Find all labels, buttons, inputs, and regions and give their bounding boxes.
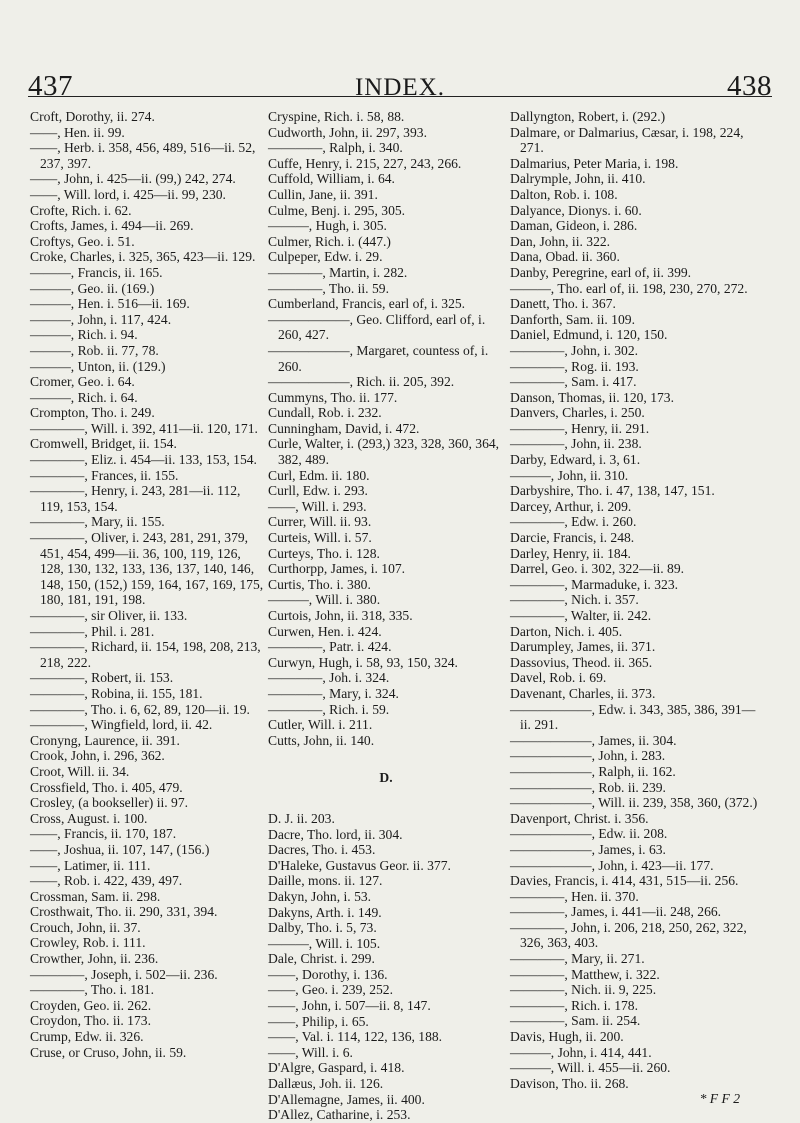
index-entry: Crompton, Tho. i. 249.: [30, 405, 155, 421]
index-entry: Croft, Dorothy, ii. 274.: [30, 109, 155, 124]
index-entry: Cryspine, Rich. i. 58, 88.: [268, 109, 405, 124]
index-entry: ————, Hen. ii. 370.: [510, 888, 639, 904]
index-entry: D'Allez, Catharine, i. 253.: [268, 1107, 411, 1123]
index-entry: D. J. ii. 203.: [268, 810, 335, 826]
index-entry: Danforth, Sam. ii. 109.: [510, 311, 635, 327]
index-entry: ——————, James, ii. 304.: [510, 732, 677, 748]
index-entry: Cullin, Jane, ii. 391.: [268, 186, 378, 202]
index-entry: ————, Sam. i. 417.: [510, 374, 637, 390]
index-entry: ——, Rob. i. 422, 439, 497.: [30, 873, 183, 889]
index-column-2: [268, 109, 504, 1123]
index-entry: ————, Tho. i. 181.: [30, 982, 154, 998]
index-entry: Cutts, John, ii. 140.: [268, 732, 375, 748]
index-entry: ——, John, i. 507—ii. 8, 147.: [268, 998, 431, 1014]
index-entry: ————, Richard, ii. 154, 198, 208, 213, 218, 222.: [30, 639, 261, 670]
index-entry: Cummyns, Tho. ii. 177.: [268, 389, 398, 405]
index-entry: Croke, Charles, i. 325, 365, 423—ii. 129.: [30, 249, 256, 265]
index-entry: Danvers, Charles, i. 250.: [510, 405, 645, 421]
index-entry: Croot, Will. ii. 34.: [30, 763, 130, 779]
index-entry: Dakyn, John, i. 53.: [268, 888, 372, 904]
index-entry: ————, Matthew, i. 322.: [510, 966, 660, 982]
index-entry: Davenport, Christ. i. 356.: [510, 810, 649, 826]
index-entry: Dalyance, Dionys. i. 60.: [510, 202, 642, 218]
index-entry: ———, Hen. i. 516—ii. 169.: [30, 296, 190, 312]
index-entry: Crump, Edw. ii. 326.: [30, 1029, 144, 1045]
index-entry: Curll, Edw. i. 293.: [268, 483, 368, 499]
index-entry: ———, Hugh, i. 305.: [268, 218, 387, 234]
index-entry: ————, Walter, ii. 242.: [510, 608, 652, 623]
index-entry: Davis, Hugh, ii. 200.: [510, 1029, 624, 1045]
index-entry: ——————, Rich. ii. 205, 392.: [268, 374, 455, 390]
index-entry: Culmer, Rich. i. (447.): [268, 233, 391, 249]
index-entry: ————, Mary, i. 324.: [268, 685, 399, 701]
index-entry: Dalmarius, Peter Maria, i. 198.: [510, 155, 679, 171]
index-entry: Dan, John, ii. 322.: [510, 233, 611, 249]
index-entry: Daman, Gideon, i. 286.: [510, 218, 638, 234]
index-entry: ———, Will. i. 105.: [268, 935, 381, 951]
index-entry: Cross, August. i. 100.: [30, 810, 148, 826]
index-entry: Cromwell, Bridget, ii. 154.: [30, 436, 177, 452]
index-entry: ———, Will. i. 455—ii. 260.: [510, 1060, 671, 1076]
index-entry: Dallæus, Joh. ii. 126.: [268, 1076, 384, 1092]
index-entry: ——, Philip, i. 65.: [268, 1013, 369, 1029]
index-entry: Cumberland, Francis, earl of, i. 325.: [268, 296, 466, 312]
index-entry: Culpeper, Edw. i. 29.: [268, 249, 383, 265]
index-entry: ——, Joshua, ii. 107, 147, (156.): [30, 841, 210, 857]
index-entry: Cutler, Will. i. 211.: [268, 717, 373, 733]
index-entry: ————, Oliver, i. 243, 281, 291, 379, 451, 454, 499—ii. 36, 100, 119, 126, 128, 130, 132, 133, 136, 137, 140, 146, 148, 150, (152,) 159, 164, 167, 169, 175, 180, 181, 191, 198.: [30, 530, 264, 608]
index-entry: Cromer, Geo. i. 64.: [30, 374, 135, 390]
index-entry: Darbyshire, Tho. i. 47, 138, 147, 151.: [510, 483, 715, 499]
index-entry: ——————, Will. ii. 239, 358, 360, (372.): [510, 795, 758, 811]
index-entry: ————, Tho. i. 6, 62, 89, 120—ii. 19.: [30, 701, 250, 717]
page-title: INDEX.: [354, 74, 445, 101]
index-entry: Cuffe, Henry, i. 215, 227, 243, 266.: [268, 155, 462, 171]
index-entry: ————, Ralph, i. 340.: [268, 140, 403, 156]
index-entry: ———, Francis, ii. 165.: [30, 264, 163, 280]
index-entry: Cunningham, David, i. 472.: [268, 420, 420, 436]
index-entry: ———, Tho. earl of, ii. 198, 230, 270, 272.: [510, 280, 748, 296]
index-entry: ——, Will. i. 293.: [268, 498, 367, 514]
index-entry: Davel, Rob. i. 69.: [510, 670, 607, 686]
section-letter: D.: [379, 770, 393, 786]
index-entry: ——————, Edw. i. 343, 385, 386, 391—ii. 291.: [510, 701, 756, 733]
index-entry: ——, Will. lord, i. 425—ii. 99, 230.: [30, 186, 226, 202]
index-entry: ————, John, ii. 238.: [510, 436, 642, 452]
index-entry: ——————, John, i. 283.: [510, 748, 666, 764]
index-entry: Darrel, Geo. i. 302, 322—ii. 89.: [510, 561, 685, 577]
index-entry: Dalmare, or Dalmarius, Cæsar, i. 198, 224, 271.: [510, 124, 744, 156]
index-entry: Dakyns, Arth. i. 149.: [268, 904, 382, 920]
index-entry: ————, Eliz. i. 454—ii. 133, 153, 154.: [30, 452, 257, 468]
index-entry: Curthorpp, James, i. 107.: [268, 561, 406, 577]
index-entry: Danson, Thomas, ii. 120, 173.: [510, 389, 675, 405]
index-entry: ————, Patr. i. 424.: [268, 639, 392, 655]
index-entry: Crook, John, i. 296, 362.: [30, 748, 165, 764]
index-entry: ————, Robert, ii. 153.: [30, 670, 174, 686]
index-entry: ——————, Rob. ii. 239.: [510, 779, 666, 795]
index-entry: ————, John, i. 302.: [510, 342, 639, 358]
index-entry: ———, Unton, ii. (129.): [30, 358, 166, 374]
index-entry: Culme, Benj. i. 295, 305.: [268, 202, 406, 218]
index-entry: Danett, Tho. i. 367.: [510, 296, 616, 312]
index-entry: Dacres, Tho. i. 453.: [268, 842, 376, 858]
index-entry: ————, John, i. 206, 218, 250, 262, 322, 326, 363, 403.: [510, 919, 747, 951]
index-entry: Crowley, Rob. i. 111.: [30, 935, 146, 951]
index-entry: Dalby, Tho. i. 5, 73.: [268, 920, 377, 936]
header-rule: [28, 96, 772, 97]
index-entry: D'Allemagne, James, ii. 400.: [268, 1091, 425, 1107]
index-entry: Dana, Obad. ii. 360.: [510, 249, 620, 265]
index-entry: Cundall, Rob. i. 232.: [268, 405, 382, 421]
index-entry: ————, Sam. ii. 254.: [510, 1013, 641, 1029]
index-entry: ———, Rich. i. 94.: [30, 327, 138, 343]
index-entry: ———, John, ii. 310.: [510, 467, 629, 483]
index-entry: Currer, Will. ii. 93.: [268, 514, 372, 530]
index-entry: ————, Henry, i. 243, 281—ii. 112, 119, 153, 154.: [30, 483, 241, 514]
index-entry: Crofte, Rich. i. 62.: [30, 202, 132, 218]
index-entry: ——, John, i. 425—ii. (99,) 242, 274.: [30, 171, 236, 187]
index-column-1: [30, 109, 266, 1060]
index-entry: ———, John, i. 117, 424.: [30, 311, 172, 327]
index-entry: ——————, Edw. ii. 208.: [510, 826, 668, 842]
index-entry: Dacre, Tho. lord, ii. 304.: [268, 826, 403, 842]
index-entry: ————, Phil. i. 281.: [30, 623, 155, 639]
index-entry: Dale, Christ. i. 299.: [268, 951, 375, 967]
index-entry: ————, Rog. ii. 193.: [510, 358, 639, 374]
index-entry: ———, Rob. ii. 77, 78.: [30, 342, 159, 358]
index-entry: ——, Dorothy, i. 136.: [268, 966, 388, 982]
index-entry: Danby, Peregrine, earl of, ii. 399.: [510, 264, 692, 280]
index-entry: ——————, James, i. 63.: [510, 841, 666, 857]
index-entry: ———, John, i. 414, 441.: [510, 1044, 652, 1060]
index-entry: Curwyn, Hugh, i. 58, 93, 150, 324.: [268, 654, 458, 670]
index-entry: Croftys, Geo. i. 51.: [30, 233, 135, 249]
index-entry: ————, Henry, ii. 291.: [510, 420, 650, 436]
index-entry: Darumpley, James, ii. 371.: [510, 639, 656, 655]
index-entry: Davenant, Charles, ii. 373.: [510, 685, 656, 701]
index-entry: Daniel, Edmund, i. 120, 150.: [510, 327, 668, 343]
index-entry: Curwen, Hen. i. 424.: [268, 623, 382, 639]
index-entry: ——, Geo. i. 239, 252.: [268, 982, 393, 998]
index-entry: Curteys, Tho. i. 128.: [268, 545, 380, 561]
index-entry: Curteis, Will. i. 57.: [268, 530, 372, 546]
index-entry: Crossman, Sam. ii. 298.: [30, 888, 161, 904]
index-entry: ————, Joseph, i. 502—ii. 236.: [30, 966, 218, 982]
index-entry: ————, Nich. ii. 9, 225.: [510, 982, 657, 998]
index-entry: Davison, Tho. ii. 268.: [510, 1075, 629, 1091]
index-entry: ——————, Geo. Clifford, earl of, i. 260, 427.: [268, 311, 486, 343]
index-entry: Cruse, or Cruso, John, ii. 59.: [30, 1044, 187, 1060]
index-entry: Crossfield, Tho. i. 405, 479.: [30, 779, 183, 795]
index-entry: ————, Mary, ii. 155.: [30, 514, 165, 530]
index-entry: Curtois, John, ii. 318, 335.: [268, 608, 413, 623]
index-column-3: [510, 109, 760, 1107]
index-entry: Crowther, John, ii. 236.: [30, 951, 159, 967]
index-entry: Dalton, Rob. i. 108.: [510, 186, 618, 202]
index-entry: Davies, Francis, i. 414, 431, 515—ii. 256.: [510, 873, 739, 889]
index-entry: ————, Mary, ii. 271.: [510, 951, 645, 967]
page-number-left: 437: [28, 70, 73, 102]
index-entry: ——, Val. i. 114, 122, 136, 188.: [268, 1029, 443, 1045]
index-entry: Crouch, John, ii. 37.: [30, 919, 141, 935]
index-entry: D'Haleke, Gustavus Geor. ii. 377.: [268, 857, 451, 873]
index-entry: Crofts, James, i. 494—ii. 269.: [30, 218, 194, 234]
index-entry: ————, Martin, i. 282.: [268, 264, 408, 280]
index-entry: ————, Will. i. 392, 411—ii. 120, 171.: [30, 420, 258, 436]
index-entry: Curle, Walter, i. (293,) 323, 328, 360, 364, 382, 489.: [268, 436, 500, 468]
index-entry: Darton, Nich. i. 405.: [510, 623, 623, 639]
index-entry: Cudworth, John, ii. 297, 393.: [268, 124, 427, 140]
index-entry: ——————, Margaret, countess of, i. 260.: [268, 342, 489, 374]
index-entry: ————, Joh. i. 324.: [268, 670, 390, 686]
index-entry: Curtis, Tho. i. 380.: [268, 576, 371, 592]
index-entry: ——, Will. i. 6.: [268, 1044, 353, 1060]
index-entry: Cronyng, Laurence, ii. 391.: [30, 732, 180, 748]
index-entry: Daille, mons. ii. 127.: [268, 873, 383, 889]
page-number-right: 438: [727, 70, 772, 102]
signature-mark: * F F 2: [699, 1091, 740, 1107]
index-entry: ———, Rich. i. 64.: [30, 389, 138, 405]
index-entry: ———, Will. i. 380.: [268, 592, 381, 608]
index-entry: ————, Edw. i. 260.: [510, 514, 637, 530]
index-entry: ————, Frances, ii. 155.: [30, 467, 179, 483]
index-entry: ——, Francis, ii. 170, 187.: [30, 826, 177, 842]
index-entry: ————, Marmaduke, i. 323.: [510, 576, 679, 592]
index-entry: Dassovius, Theod. ii. 365.: [510, 654, 653, 670]
index-entry: Dalrymple, John, ii. 410.: [510, 171, 646, 187]
index-entry: ————, sir Oliver, ii. 133.: [30, 608, 188, 623]
index-entry: ————, Tho. ii. 59.: [268, 280, 389, 296]
index-entry: ——————, John, i. 423—ii. 177.: [510, 857, 714, 873]
index-entry: ——, Latimer, ii. 111.: [30, 857, 151, 873]
index-entry: Crosthwait, Tho. ii. 290, 331, 394.: [30, 904, 218, 920]
index-entry: ——————, Ralph, ii. 162.: [510, 763, 676, 779]
index-entry: Darley, Henry, ii. 184.: [510, 545, 631, 561]
index-entry: Curl, Edm. ii. 180.: [268, 467, 370, 483]
index-entry: ——, Hen. ii. 99.: [30, 124, 125, 140]
index-entry: ————, James, i. 441—ii. 248, 266.: [510, 904, 722, 920]
index-entry: Dallyngton, Robert, i. (292.): [510, 109, 666, 124]
index-entry: ——, Herb. i. 358, 456, 489, 516—ii. 52, 237, 397.: [30, 140, 256, 171]
index-entry: ————, Rich. i. 178.: [510, 997, 639, 1013]
index-entry: ————, Nich. i. 357.: [510, 592, 639, 608]
index-entry: Crosley, (a bookseller) ii. 97.: [30, 795, 189, 811]
index-entry: ————, Robina, ii. 155, 181.: [30, 685, 203, 701]
index-entry: Croyden, Geo. ii. 262.: [30, 997, 152, 1013]
index-entry: Croydon, Tho. ii. 173.: [30, 1013, 151, 1029]
index-entry: D'Algre, Gaspard, i. 418.: [268, 1060, 405, 1076]
index-entry: ———, Geo. ii. (169.): [30, 280, 155, 296]
index-entry: ————, Rich. i. 59.: [268, 701, 390, 717]
index-entry: Cuffold, William, i. 64.: [268, 171, 395, 187]
index-entry: Darby, Edward, i. 3, 61.: [510, 452, 641, 468]
index-entry: Darcie, Francis, i. 248.: [510, 530, 635, 546]
index-entry: ————, Wingfield, lord, ii. 42.: [30, 717, 213, 733]
index-entry: Darcey, Arthur, i. 209.: [510, 498, 632, 514]
